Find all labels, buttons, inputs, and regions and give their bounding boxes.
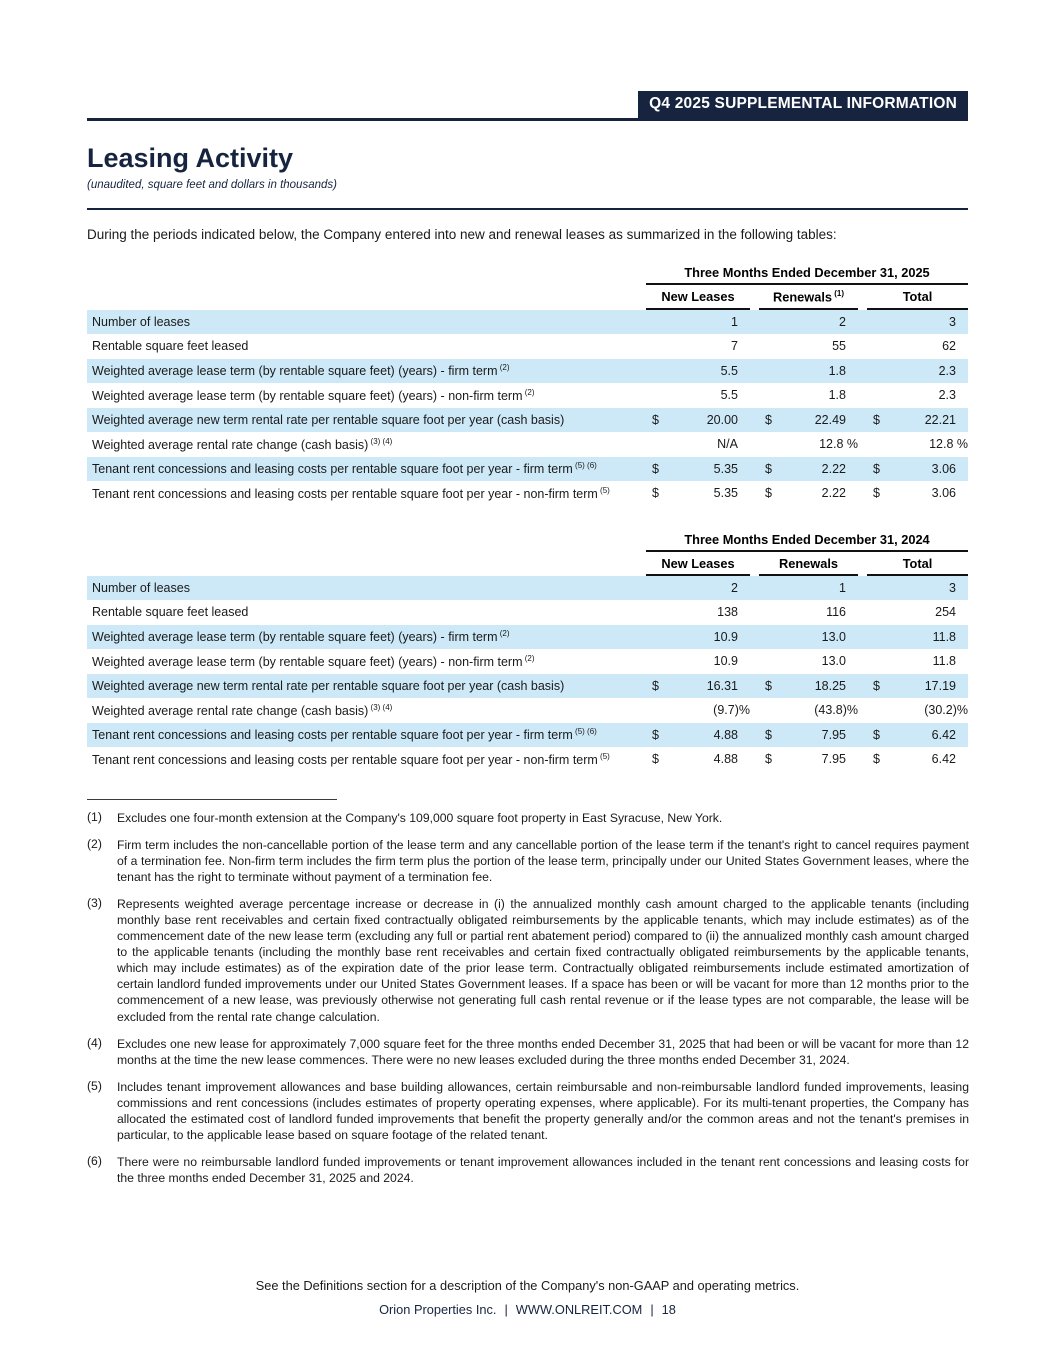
value-cell	[867, 728, 968, 742]
dollar-sign: $	[765, 486, 772, 501]
footnote	[87, 1036, 968, 1068]
column-header	[867, 553, 968, 576]
cell-value: 6.42	[931, 752, 956, 767]
leasing-tables	[87, 265, 968, 771]
value-cell	[759, 703, 858, 717]
column-header-label: Total	[902, 289, 933, 305]
column-header	[646, 553, 750, 576]
value-cell	[759, 462, 858, 476]
table-row	[87, 383, 968, 408]
footer-pipe: |	[504, 1302, 508, 1317]
cell-value: 254	[935, 605, 956, 620]
value-cell	[759, 364, 858, 378]
intro-paragraph: During the periods indicated below, the Company entered into new and renewal leases as summarized in the following tables:	[87, 227, 837, 242]
value-cell	[759, 315, 858, 329]
footnote-ref: (5) (6)	[572, 461, 597, 471]
table-row	[87, 625, 968, 650]
value-cell	[646, 388, 750, 402]
footnotes-list	[87, 810, 968, 1187]
row-label	[87, 486, 637, 501]
footnote	[87, 896, 968, 1025]
column-header	[646, 286, 750, 309]
footnote-text: Excludes one four-month extension at the Company's 109,000 square foot property in East Syracuse, New York.	[117, 810, 723, 825]
value-cell	[646, 605, 750, 619]
dollar-sign: $	[765, 412, 772, 427]
footnote-number: (2)	[87, 836, 102, 851]
cell-value: 4.88	[713, 752, 738, 767]
value-cell	[867, 315, 968, 329]
row-label	[87, 388, 637, 403]
cell-value: 7	[731, 339, 738, 354]
cell-value: 5.5	[720, 388, 738, 403]
footnote-separator	[87, 799, 337, 800]
value-cell	[646, 728, 750, 742]
footnote-text: Includes tenant improvement allowances and base building allowances, certain reimbursable and non-reimbursable landlord funded improvements, leasing commissions and rent concessions (includes estimates of property operating expenses, where applicable). For its multi-tenant properties, the Company has allocated the estimated cost of landlord funded improvements that benefit the property generally and/or the common areas and not the tenant's premises in particular, to the applicable lease based on square footage of the related tenant.	[117, 1079, 969, 1143]
row-label-text: Weighted average lease term (by rentable square feet) (years) - non-firm term	[92, 654, 523, 669]
cell-value: (43.8)%	[814, 703, 858, 718]
cell-value: 3.06	[931, 461, 956, 476]
value-cell	[759, 581, 858, 595]
value-cell	[867, 581, 968, 595]
row-label-text: Tenant rent concessions and leasing costs per rentable square foot per year - firm term	[92, 728, 573, 743]
row-label	[87, 654, 637, 669]
value-cell	[646, 630, 750, 644]
website: WWW.ONLREIT.COM	[515, 1302, 643, 1317]
title-rule	[87, 208, 968, 210]
value-cell	[646, 413, 750, 427]
cell-value: 2.22	[821, 486, 846, 501]
cell-value: 10.9	[713, 654, 738, 669]
dollar-sign: $	[873, 678, 880, 693]
cell-value: 6.42	[931, 727, 956, 742]
cell-value: 4.88	[713, 727, 738, 742]
footnote	[87, 810, 968, 826]
row-label-text: Tenant rent concessions and leasing costs per rentable square foot per year - non-firm term	[92, 752, 598, 767]
value-cell	[646, 364, 750, 378]
dollar-sign: $	[652, 752, 659, 767]
value-cell	[867, 703, 968, 717]
value-cell	[759, 728, 858, 742]
table-row	[87, 457, 968, 482]
cell-value: 138	[717, 605, 738, 620]
cell-value: 2	[839, 314, 846, 329]
footnote-number: (1)	[87, 809, 102, 824]
value-cell	[867, 339, 968, 353]
cell-value: 1.8	[828, 388, 846, 403]
table-row	[87, 747, 968, 772]
cell-value: 3	[949, 580, 956, 595]
footnote-ref: (1)	[832, 289, 845, 299]
table-row	[87, 649, 968, 674]
footnote-text: There were no reimbursable landlord funded improvements or tenant improvement allowances included in the tenant rent concessions and leasing costs for the three months ended December 31, 2025 and 2024.	[117, 1155, 969, 1186]
footnote-ref: (5) (6)	[572, 727, 597, 737]
value-cell	[867, 752, 968, 766]
value-cell	[867, 630, 968, 644]
dollar-sign: $	[873, 412, 880, 427]
period-title: Three Months Ended December 31, 2025	[646, 265, 968, 285]
cell-value: 11.8	[932, 654, 956, 669]
table-row	[87, 408, 968, 433]
value-cell	[759, 339, 858, 353]
value-cell	[759, 630, 858, 644]
value-cell	[867, 413, 968, 427]
company-name: Orion Properties Inc.	[379, 1302, 497, 1317]
value-cell	[646, 654, 750, 668]
footnote-ref: (2)	[497, 629, 510, 639]
row-label-text: Rentable square feet leased	[92, 339, 249, 354]
value-cell	[646, 752, 750, 766]
dollar-sign: $	[765, 678, 772, 693]
value-cell	[646, 315, 750, 329]
row-label	[87, 679, 637, 693]
dollar-sign: $	[652, 727, 659, 742]
row-label	[87, 363, 637, 378]
value-cell	[867, 679, 968, 693]
value-cell	[759, 679, 858, 693]
cell-value: 22.21	[924, 412, 956, 427]
row-label-text: Weighted average lease term (by rentable square feet) (years) - non-firm term	[92, 388, 523, 403]
column-header-label: New Leases	[661, 555, 735, 571]
dollar-sign: $	[765, 727, 772, 742]
table-row	[87, 600, 968, 625]
row-label	[87, 581, 637, 595]
header-rule	[87, 118, 968, 121]
footnote-ref: (3) (4)	[368, 436, 393, 446]
cell-value: 7.95	[821, 727, 846, 742]
table-header	[87, 532, 968, 576]
leasing-table-2024	[87, 532, 968, 772]
value-cell	[759, 413, 858, 427]
cell-value: 1	[839, 580, 846, 595]
value-cell	[759, 388, 858, 402]
period-title: Three Months Ended December 31, 2024	[646, 532, 968, 552]
cell-value: 5.35	[713, 461, 738, 476]
page-footer	[0, 1278, 1055, 1317]
value-cell	[646, 703, 750, 717]
value-cell	[867, 364, 968, 378]
row-label-text: Weighted average rental rate change (cash basis)	[92, 437, 369, 452]
dollar-sign: $	[765, 461, 772, 476]
footnote-text: Excludes one new lease for approximately 7,000 square feet for the three months ended December 31, 2025 that had been or will be vacant for more than 12 months at the time the new lease commences. There were no new leases excluded during the three months ended December 31, 2024.	[117, 1036, 969, 1067]
value-cell	[646, 462, 750, 476]
cell-value: 55	[832, 339, 846, 354]
table-row	[87, 698, 968, 723]
footnote-ref: (2)	[522, 653, 535, 663]
footnote-number: (6)	[87, 1154, 102, 1169]
cell-value: 17.19	[924, 678, 956, 693]
value-cell	[646, 339, 750, 353]
cell-value: 2.3	[938, 363, 956, 378]
row-label	[87, 752, 637, 767]
column-header-label: Renewals	[778, 555, 839, 571]
dollar-sign: $	[873, 727, 880, 742]
cell-value: 5.5	[720, 363, 738, 378]
value-cell	[646, 486, 750, 500]
row-label-text: Weighted average lease term (by rentable square feet) (years) - firm term	[92, 630, 498, 645]
cell-value: 13.0	[821, 654, 846, 669]
cell-value: 12.8 %	[819, 437, 858, 452]
value-cell	[867, 462, 968, 476]
row-label	[87, 461, 637, 476]
cell-value: 1.8	[828, 363, 846, 378]
cell-value: (30.2)%	[924, 703, 968, 718]
cell-value: 1	[731, 314, 738, 329]
leasing-table-2025	[87, 265, 968, 505]
value-cell	[646, 437, 750, 451]
cell-value: 3.06	[931, 486, 956, 501]
dollar-sign: $	[652, 461, 659, 476]
footnote-ref: (5)	[597, 485, 610, 495]
column-header-label: New Leases	[661, 289, 735, 305]
row-label-text: Rentable square feet leased	[92, 605, 249, 620]
dollar-sign: $	[652, 412, 659, 427]
value-cell	[759, 654, 858, 668]
footnote	[87, 837, 968, 885]
row-label-text: Weighted average lease term (by rentable square feet) (years) - firm term	[92, 364, 498, 379]
page-number: 18	[661, 1302, 676, 1317]
footer-pipe: |	[650, 1302, 654, 1317]
cell-value: 12.8 %	[929, 437, 968, 452]
dollar-sign: $	[873, 461, 880, 476]
row-label	[87, 315, 637, 329]
table-row	[87, 576, 968, 601]
cell-value: 2.3	[938, 388, 956, 403]
page-title: Leasing Activity	[87, 143, 294, 173]
table-row	[87, 359, 968, 384]
value-cell	[759, 486, 858, 500]
footer-company-line	[0, 1302, 1055, 1317]
row-label	[87, 339, 637, 353]
value-cell	[759, 605, 858, 619]
column-header	[759, 553, 858, 576]
value-cell	[867, 486, 968, 500]
footnote-ref: (5)	[597, 751, 610, 761]
value-cell	[867, 654, 968, 668]
cell-value: 7.95	[821, 752, 846, 767]
dollar-sign: $	[873, 752, 880, 767]
table-row	[87, 432, 968, 457]
dollar-sign: $	[652, 486, 659, 501]
row-label	[87, 413, 637, 427]
cell-value: (9.7)%	[713, 703, 750, 718]
footnote	[87, 1154, 968, 1186]
cell-value: 2.22	[821, 461, 846, 476]
definitions-note: See the Definitions section for a description of the Company's non-GAAP and operating metrics.	[255, 1278, 800, 1293]
row-label-text: Weighted average rental rate change (cash basis)	[92, 703, 369, 718]
row-label-text: Tenant rent concessions and leasing costs per rentable square foot per year - firm term	[92, 462, 573, 477]
footnote-text: Firm term includes the non-cancellable portion of the lease term and any cancellable portion of the lease term if the tenant's right to cancel requires payment of a termination fee. Non-firm term includes the firm term plus the portion of the lease term, principally under our United States Government leases, where the tenant has the right to terminate without payment of a termination fee.	[117, 837, 969, 884]
cell-value: 20.00	[706, 412, 738, 427]
cell-value: 18.25	[814, 678, 846, 693]
table-header	[87, 265, 968, 309]
cell-value: 13.0	[821, 629, 846, 644]
value-cell	[759, 437, 858, 451]
row-label	[87, 703, 637, 718]
footnote-number: (5)	[87, 1078, 102, 1093]
cell-value: N/A	[717, 437, 738, 452]
dollar-sign: $	[652, 678, 659, 693]
cell-value: 2	[731, 580, 738, 595]
cell-value: 5.35	[713, 486, 738, 501]
row-label	[87, 605, 637, 619]
table-row	[87, 674, 968, 699]
row-label-text: Weighted average new term rental rate per rentable square foot per year (cash basis)	[92, 678, 565, 693]
column-header	[867, 286, 968, 309]
cell-value: 22.49	[814, 412, 846, 427]
value-cell	[646, 581, 750, 595]
footnote-ref: (3) (4)	[368, 702, 393, 712]
value-cell	[867, 605, 968, 619]
footnote-text: Represents weighted average percentage increase or decrease in (i) the annualized monthly cash amount charged to the applicable tenants (including monthly base rent receivables and certain fixed contractually obligated reimbursements by the applicable tenants, which may include estimates) as of the commencement date of the new lease term (excluding any full or partial rent abatement period) compared to (ii) the annualized monthly cash amount charged to the applicable tenants (including the monthly base rent receivables and certain fixed contractually obligated reimbursements by the applicable tenants, which may include estimates) as of the expiration date of the prior lease term. Contractually obligated reimbursements include estimated amortization of certain landlord funded improvements under our United States Government leases. If a space has been or will be vacant for more than 12 months prior to the commencement of a new lease, was previously otherwise not generating full cash rental revenue or if the lease types are not comparable, the lease will be excluded from the rental rate change calculation.	[117, 896, 969, 1024]
table-row	[87, 723, 968, 748]
column-headers	[646, 553, 968, 576]
footnote-number: (4)	[87, 1035, 102, 1050]
cell-value: 16.31	[706, 678, 738, 693]
row-label	[87, 727, 637, 742]
value-cell	[867, 388, 968, 402]
row-label-text: Tenant rent concessions and leasing costs per rentable square foot per year - non-firm term	[92, 486, 598, 501]
row-label-text: Number of leases	[92, 580, 190, 595]
column-header-label: Total	[902, 555, 933, 571]
column-headers	[646, 286, 968, 309]
row-label-text: Weighted average new term rental rate per rentable square foot per year (cash basis)	[92, 412, 565, 427]
report-banner: Q4 2025 SUPPLEMENTAL INFORMATION	[638, 91, 968, 118]
column-header-label: Renewals	[772, 289, 833, 305]
footnote	[87, 1079, 968, 1143]
column-header	[759, 286, 858, 309]
value-cell	[759, 752, 858, 766]
cell-value: 3	[949, 314, 956, 329]
footnote-ref: (2)	[522, 387, 535, 397]
dollar-sign: $	[873, 486, 880, 501]
dollar-sign: $	[765, 752, 772, 767]
page-subtitle: (unaudited, square feet and dollars in thousands)	[87, 179, 337, 191]
value-cell	[646, 679, 750, 693]
footnote-number: (3)	[87, 895, 102, 910]
cell-value: 10.9	[713, 629, 738, 644]
value-cell	[867, 437, 968, 451]
footnote-ref: (2)	[497, 363, 510, 373]
table-row	[87, 334, 968, 359]
row-label	[87, 437, 637, 452]
row-label-text: Number of leases	[92, 314, 190, 329]
row-label	[87, 629, 637, 644]
table-row	[87, 310, 968, 335]
cell-value: 11.8	[932, 629, 956, 644]
table-row	[87, 481, 968, 506]
cell-value: 116	[826, 605, 846, 620]
cell-value: 62	[942, 339, 956, 354]
